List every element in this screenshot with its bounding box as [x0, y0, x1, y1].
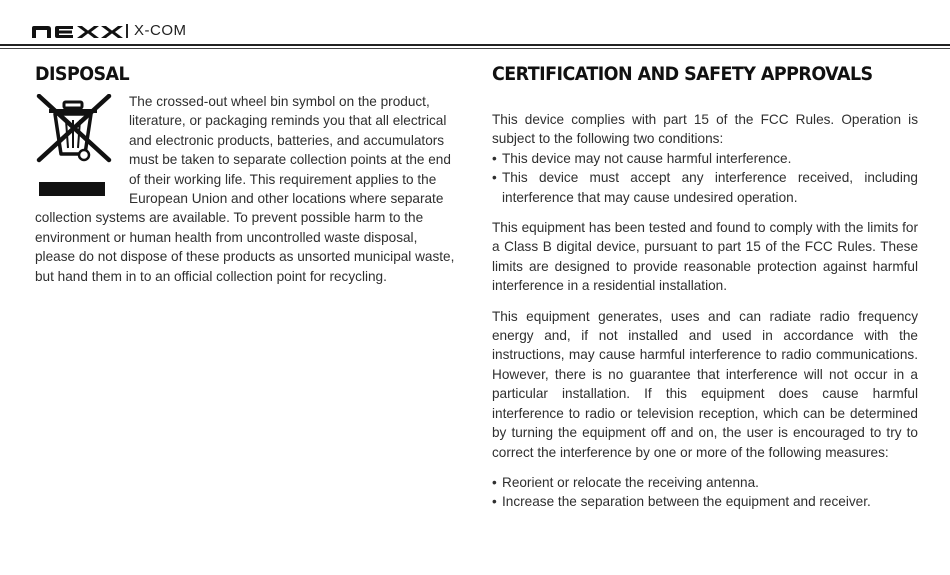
certification-section [492, 60, 918, 512]
header-separator [126, 24, 128, 38]
model-name: X-COM [134, 22, 187, 39]
radio-interference-paragraph: This equipment generates, uses and can radiate radio frequency energy and, if not installed and used in accordance with the instructions, may cause harmful interference to radio communications. However, there is no guarantee that interference will not occur in a particular installation. If this equipment does cause harmful interference to radio or television reception, which can be determined by turning the equipment off and on, the user is encouraged to try to correct the interference by one or more of the following measures: [492, 308, 918, 460]
header-rule [0, 44, 950, 46]
list-item: • Increase the separation between the equipment and receiver. [492, 492, 918, 511]
certification-heading: CERTIFICATION AND SAFETY APPROVALS [492, 63, 873, 85]
bullet-icon: • [492, 494, 497, 510]
crossed-out-wheelie-bin-icon [35, 94, 113, 200]
bullet-icon: • [492, 474, 497, 490]
fcc-conditions-list [492, 149, 918, 207]
nexx-logo [32, 26, 124, 38]
fcc-intro: This device complies with part 15 of the FCC Rules. Operation is subject to the following two conditions: [492, 112, 918, 147]
bullet-icon: • [492, 170, 497, 186]
list-item: • This device may not cause harmful interference. [492, 149, 918, 168]
disposal-heading: DISPOSAL [35, 63, 130, 85]
page-header [0, 0, 950, 48]
disposal-section [35, 60, 459, 286]
list-item: • Reorient or relocate the receiving antenna. [492, 473, 918, 492]
header-rule-thin [0, 48, 950, 49]
disposal-paragraph: The crossed-out wheel bin symbol on the product, literature, or packaging reminds you that all electrical and electronic products, batteries, and accumulators must be taken to separate collection points at the end of their working life. This requirement applies to the European Union and other locations where separate collection systems are available. To prevent possible harm to the environment or human health from uncontrolled waste disposal, please do not dispose of these products as unsorted municipal waste, but hand them in to an official collection point for recycling. [35, 94, 455, 284]
bullet-icon: • [492, 150, 497, 166]
list-item: • This device must accept any interference received, including interference that may cause undesired operation. [492, 170, 918, 205]
fcc-measures-list [492, 473, 918, 512]
class-b-paragraph: This equipment has been tested and found to comply with the limits for a Class B digital device, pursuant to part 15 of the FCC Rules. These limits are designed to provide reasonable protection against harmful interference in a residential installation. [492, 220, 918, 294]
